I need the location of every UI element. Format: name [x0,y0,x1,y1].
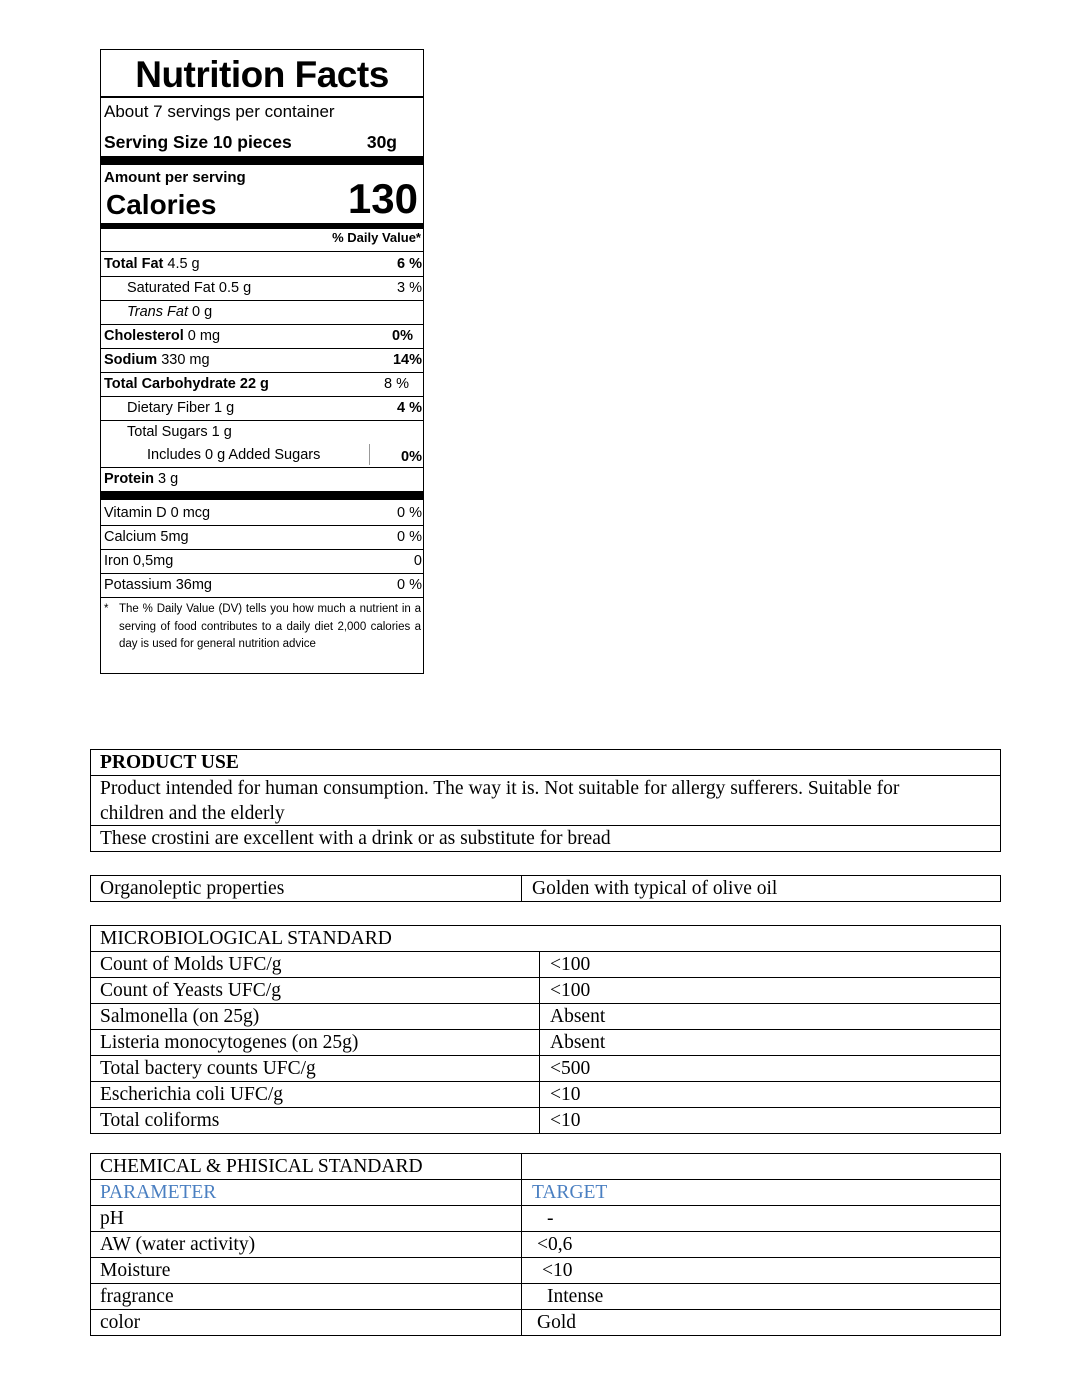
table-row [91,926,1000,952]
nutrient-row [101,468,423,491]
divider [521,1258,522,1283]
micro-value: <100 [550,980,591,1001]
table-row [91,750,1000,776]
daily-value-header: % Daily Value* [332,230,421,245]
table-row [91,1284,1000,1310]
divider [521,1154,522,1179]
divider [539,1056,540,1081]
micro-parameter: Total coliforms [100,1110,220,1131]
divider [101,96,423,98]
organoleptic-table [90,875,1001,902]
nutrient-label: Dietary Fiber [127,400,210,416]
chem-parameter: fragrance [100,1286,174,1307]
divider [539,1082,540,1107]
vitamin-row [101,502,423,526]
vitamin-label: Iron 0,5mg [104,553,174,569]
nutrient-amount: 22 g [239,376,269,392]
nutrient-row [101,421,423,444]
table-row [91,1082,1000,1108]
table-row [91,1258,1000,1284]
servings-per-container: About 7 servings per container [104,102,335,121]
serving-size [101,132,423,153]
micro-value: Absent [550,1006,606,1027]
nutrient-amount: 0.5 g [218,280,252,296]
nutrient-row [101,325,423,349]
thick-divider [101,156,423,165]
divider [539,978,540,1003]
nutrient-label: Includes [147,447,202,463]
table-row [91,1056,1000,1082]
table-row [91,1030,1000,1056]
table-row [91,1004,1000,1030]
nutrient-dv: 8 % [384,376,409,392]
table-row [91,876,1000,901]
target-header: TARGET [532,1182,608,1203]
calories-value: 130 [347,175,418,222]
nutrient-label: Cholesterol [104,328,184,344]
thick-divider [101,491,423,500]
serving-size-value: 30g [366,132,397,152]
nutrient-amount: 1 g [211,424,232,440]
organoleptic-label: Organoleptic properties [100,878,285,899]
nutrient-label: Sodium [104,352,158,368]
footnote-text: The % Daily Value (DV) tells you how much a nutrient in a serving of food contributes to a daily diet 2,000 calories a day is used for general nutrition advice [119,603,421,650]
micro-value: <10 [550,1084,581,1105]
micro-parameter: Count of Molds UFC/g [100,954,282,975]
thick-divider [101,223,423,229]
product-use-table [90,749,1001,852]
chem-value: Intense [547,1286,604,1307]
nutrient-dv: 0% [392,328,413,344]
micro-parameter: Count of Yeasts UFC/g [100,980,281,1001]
micro-parameter: Salmonella (on 25g) [100,1006,260,1027]
divider [521,876,522,901]
product-use-text [100,776,899,825]
divider [521,1232,522,1257]
nutrient-amount: 0 mg [187,328,221,344]
vitamin-row [101,550,423,574]
serving-size-label: Serving Size 10 pieces [104,132,292,152]
microbiological-table [90,925,1001,1134]
vitamin-dv: 0 % [397,577,422,593]
parameter-header: PARAMETER [100,1182,217,1203]
table-row [91,826,1000,851]
text-line: Product intended for human consumption. The way it is. Not suitable for allergy sufferers. Suitable for [100,778,900,799]
nutrient-dv: 3 % [397,280,422,296]
chem-parameter: pH [100,1208,124,1229]
table-row [91,1232,1000,1258]
chem-value: <10 [542,1260,573,1281]
table-row [91,1180,1000,1206]
micro-value: <10 [550,1110,581,1131]
vitamin-dv: 0 % [397,529,422,545]
micro-value: <100 [550,954,591,975]
nutrition-title: Nutrition Facts [135,54,389,95]
table-row [91,776,1000,826]
nutrient-amount: 330 mg [161,352,210,368]
table-row [91,1154,1000,1180]
divider [539,1108,540,1133]
divider [521,1310,522,1335]
nutrient-dv: 14% [392,352,422,368]
table-row [91,1206,1000,1232]
micro-parameter: Listeria monocytogenes (on 25g) [100,1032,359,1053]
chem-value: - [547,1208,554,1229]
micro-value: Absent [550,1032,606,1053]
amount-per-serving: Amount per serving [104,169,246,186]
micro-parameter: Escherichia coli UFC/g [100,1084,284,1105]
nutrient-label: Protein [104,471,154,487]
table-row [91,1310,1000,1335]
divider [539,1030,540,1055]
chem-parameter: Moisture [100,1260,171,1281]
table-row [91,952,1000,978]
vitamin-row [101,526,423,550]
nutrient-dv: 4 % [397,400,422,416]
nutrient-row [101,444,423,468]
micro-value: <500 [550,1058,591,1079]
nutrient-dv: 0% [401,449,422,465]
nutrient-label: Total Fat [104,256,164,272]
chemical-physical-table [90,1153,1001,1336]
divider [369,444,370,465]
nutrient-row [101,373,423,397]
nutrient-row [101,277,423,301]
divider [539,1004,540,1029]
nutrient-row [101,301,423,325]
divider [521,1284,522,1309]
divider [521,1206,522,1231]
chem-parameter: AW (water activity) [100,1234,256,1255]
nutrient-dv: 6 % [397,256,422,272]
nutrient-amount: 4.5 g [167,256,200,272]
calories-label: Calories [106,189,217,220]
nutrient-amount: 1 g [214,400,235,416]
table-row [91,1108,1000,1133]
nutrient-label: Total Sugars [127,424,208,440]
nutrient-row [101,349,423,373]
nutrition-facts-label [100,49,424,674]
text-line: children and the elderly [100,803,285,824]
nutrient-amount: 0 g [192,304,213,320]
vitamin-label: Potassium 36mg [104,577,212,593]
footnote-marker: * [104,603,109,615]
micro-heading: MICROBIOLOGICAL STANDARD [100,928,392,949]
nutrient-label: Trans Fat [127,304,188,320]
footnote [104,601,421,654]
divider [539,952,540,977]
chem-heading: CHEMICAL & PHISICAL STANDARD [100,1156,423,1177]
nutrient-label: Total Carbohydrate [104,376,236,392]
chem-value: Gold [537,1312,576,1333]
micro-parameter: Total bactery counts UFC/g [100,1058,316,1079]
vitamin-row [101,574,423,598]
nutrient-row [101,397,423,421]
divider [521,1180,522,1205]
nutrient-row [101,253,423,277]
nutrient-label: Saturated Fat [127,280,215,296]
vitamin-dv: 0 [413,553,422,569]
product-use-heading: PRODUCT USE [100,752,239,773]
nutrient-amount: 0 g Added Sugars [205,447,321,463]
table-row [91,978,1000,1004]
vitamin-label: Calcium 5mg [104,529,189,545]
chem-parameter: color [100,1312,141,1333]
vitamin-label: Vitamin D 0 mcg [104,505,211,521]
organoleptic-value: Golden with typical of olive oil [532,878,778,899]
vitamin-dv: 0 % [397,505,422,521]
divider [101,251,423,252]
chem-value: <0,6 [537,1234,573,1255]
nutrient-amount: 3 g [157,471,179,487]
product-use-note: These crostini are excellent with a drink or as substitute for bread [100,828,611,849]
